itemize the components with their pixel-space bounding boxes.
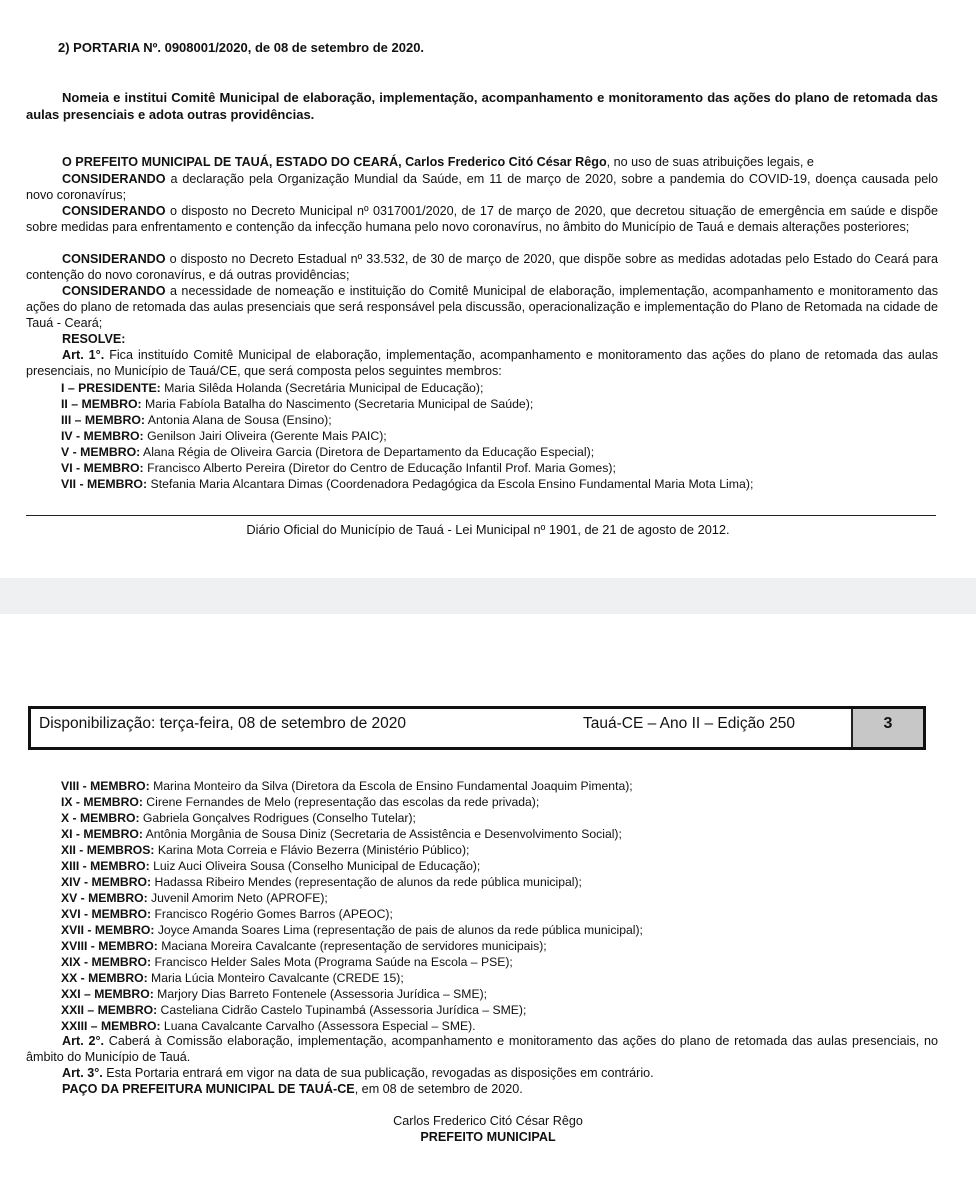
- member-item: III – MEMBRO: Antonia Alana de Sousa (Ensino);: [61, 413, 332, 427]
- prefeito-name: O PREFEITO MUNICIPAL DE TAUÁ, ESTADO DO CEARÁ, Carlos Frederico Citó César Rêgo: [62, 155, 607, 169]
- member-item: X - MEMBRO: Gabriela Gonçalves Rodrigues (Conselho Tutelar);: [61, 811, 416, 825]
- member-item: XX - MEMBRO: Maria Lúcia Monteiro Cavalcante (CREDE 15);: [61, 971, 404, 985]
- member-item: VII - MEMBRO: Stefania Maria Alcantara Dimas (Coordenadora Pedagógica da Escola Ensino Fundamental Maria Mota Lima);: [61, 477, 754, 491]
- article-1: Art. 1°. Fica instituído Comitê Municipal de elaboração, implementação, acompanhamento e monitoramento das ações do plano de retomada das aulas presenciais, no Município de Tauá/CE, que será composta pelos seguintes membros:: [26, 348, 939, 378]
- member-item: VIII - MEMBRO: Marina Monteiro da Silva (Diretora da Escola de Ensino Fundamental Joaquim Pimenta);: [61, 779, 633, 793]
- footer-divider: [26, 515, 936, 516]
- portaria-title: 2) PORTARIA Nº. 0908001/2020, de 08 de setembro de 2020.: [58, 40, 425, 55]
- ementa: Nomeia e institui Comitê Municipal de elaboração, implementação, acompanhamento e monitoramento das ações do plano de retomada das aulas presenciais e adota outras providências.: [26, 90, 938, 122]
- member-item: XXII – MEMBRO: Casteliana Cidrão Castelo Tupinambá (Assessoria Jurídica – SME);: [61, 1003, 527, 1017]
- member-item: IV - MEMBRO: Genilson Jairi Oliveira (Gerente Mais PAIC);: [61, 429, 387, 443]
- header-date: Disponibilização: terça-feira, 08 de setembro de 2020: [39, 715, 407, 732]
- member-item: VI - MEMBRO: Francisco Alberto Pereira (Diretor do Centro de Educação Infantil Prof. Maria Gomes);: [61, 461, 616, 475]
- member-item: XIV - MEMBRO: Hadassa Ribeiro Mendes (representação de alunos da rede pública municipal);: [61, 875, 582, 889]
- considerando-4: CONSIDERANDO a necessidade de nomeação e instituição do Comitê Municipal de elaboração, implementação, acompanhamento e monitoramento das ações do plano de retomada das aulas presenciais que será responsável pela discussão, operacionalização e implementação do Plano de Retomada na cidade de Tauá - Ceará;: [26, 284, 938, 330]
- member-item: XII - MEMBROS: Karina Mota Correia e Flávio Bezerra (Ministério Público);: [61, 843, 470, 857]
- member-item: XV - MEMBRO: Juvenil Amorim Neto (APROFE);: [61, 891, 328, 905]
- member-item: XXI – MEMBRO: Marjory Dias Barreto Fontenele (Assessoria Jurídica – SME);: [61, 987, 488, 1001]
- considerando-2: CONSIDERANDO o disposto no Decreto Municipal nº 0317001/2020, de 17 de março de 2020, que decretou situação de emergência em saúde e dispõe sobre medidas para enfrentamento e contenção da infecção humana pelo novo coronavírus, no âmbito do Município de Tauá e demais alterações posteriores;: [26, 204, 938, 234]
- header-edition: Tauá-CE – Ano II – Edição 250: [583, 715, 795, 732]
- member-item: XVII - MEMBRO: Joyce Amanda Soares Lima (representação de pais de alunos da rede pública municipal);: [61, 923, 643, 937]
- member-item: XVI - MEMBRO: Francisco Rogério Gomes Barros (APEOC);: [61, 907, 393, 921]
- article-3: Art. 3°. Esta Portaria entrará em vigor na data de sua publicação, revogadas as disposições em contrário.: [62, 1066, 654, 1080]
- page-number: 3: [851, 709, 923, 747]
- member-item: XIX - MEMBRO: Francisco Helder Sales Mota (Programa Saúde na Escola – PSE);: [61, 955, 513, 969]
- signer-title: PREFEITO MUNICIPAL: [420, 1130, 556, 1144]
- article-2: Art. 2°. Caberá à Comissão elaboração, implementação, acompanhamento e monitoramento das ações do plano de retomada das aulas presenciais, no âmbito do Município de Tauá.: [26, 1034, 938, 1064]
- page-header-box: [28, 706, 926, 750]
- member-item: II – MEMBRO: Maria Fabíola Batalha do Nascimento (Secretaria Municipal de Saúde);: [61, 397, 534, 411]
- member-item: XVIII - MEMBRO: Maciana Moreira Cavalcante (representação de servidores municipais);: [61, 939, 547, 953]
- member-item: I – PRESIDENTE: Maria Silêda Holanda (Secretária Municipal de Educação);: [61, 381, 484, 395]
- document-page-top: [0, 0, 976, 578]
- considerando-3: CONSIDERANDO o disposto no Decreto Estadual nº 33.532, de 30 de março de 2020, que dispõe sobre as medidas adotadas pelo Estado do Ceará para contenção do novo coronavírus, e dá outras providências;: [26, 252, 938, 282]
- member-item: IX - MEMBRO: Cirene Fernandes de Melo (representação das escolas da rede privada);: [61, 795, 540, 809]
- member-item: XI - MEMBRO: Antônia Morgânia de Sousa Diniz (Secretaria de Assistência e Desenvolvimento Social);: [61, 827, 622, 841]
- considerando-1: CONSIDERANDO a declaração pela Organização Mundial da Saúde, em 11 de março de 2020, sobre a pandemia do COVID-19, doença causada pelo novo coronavírus;: [26, 172, 938, 202]
- member-item: XIII - MEMBRO: Luiz Auci Oliveira Sousa (Conselho Municipal de Educação);: [61, 859, 481, 873]
- preamble-paragraph: O PREFEITO MUNICIPAL DE TAUÁ, ESTADO DO CEARÁ, Carlos Frederico Citó César Rêgo, no uso de suas atribuições legais, e: [62, 155, 814, 169]
- paco-line: PAÇO DA PREFEITURA MUNICIPAL DE TAUÁ-CE, em 08 de setembro de 2020.: [62, 1082, 523, 1096]
- page-separator: [0, 578, 976, 614]
- member-item: V - MEMBRO: Alana Régia de Oliveira Garcia (Diretora de Departamento da Educação Especial);: [61, 445, 595, 459]
- page-footer: Diário Oficial do Município de Tauá - Lei Municipal nº 1901, de 21 de agosto de 2012.: [246, 522, 730, 537]
- member-item: XXIII – MEMBRO: Luana Cavalcante Carvalho (Assessora Especial – SME).: [61, 1019, 476, 1033]
- resolve-heading: RESOLVE:: [62, 332, 126, 346]
- signer-name: Carlos Frederico Citó César Rêgo: [393, 1114, 583, 1128]
